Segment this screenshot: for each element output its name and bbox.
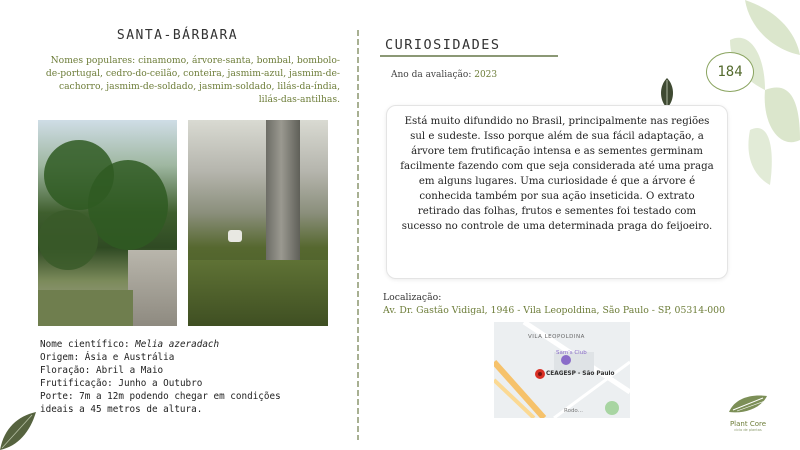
logo-name: Plant Core (729, 420, 767, 428)
map-store-label: Sam's Club (556, 350, 587, 356)
map-road-label: Rodo... (564, 408, 583, 414)
location-address[interactable]: Av. Dr. Gastão Vidigal, 1946 - Vila Leopoldina, São Paulo - SP, 05314-000 (383, 305, 726, 316)
map-place-label: CEAGESP - São Paulo (546, 371, 615, 377)
plant-title: SANTA-BÁRBARA (116, 28, 239, 43)
spec-scientific-name: Nome científico: Melia azeradach (40, 339, 220, 350)
spec-origin: Origem: Ásia e Austrália (40, 352, 175, 363)
leaf-icon (0, 412, 36, 450)
map-district-label: VILA LEOPOLDINA (528, 334, 585, 340)
page-divider (357, 30, 359, 440)
tree-photo-street (38, 120, 177, 326)
location-label: Localização: (383, 292, 442, 303)
location-map[interactable] (494, 322, 630, 418)
logo-leaf-icon (727, 392, 769, 414)
leaf-icon (658, 78, 676, 108)
curiosity-box: Está muito difundido no Brasil, principalmente nas regiões sul e sudeste. Isso porque além de sua fácil adaptação, a árvore tem frutificação intensa e as sementes germinam facilmente fazendo com que seja considerada até uma praga em alguns lugares. Uma curiosidade é que a árvore é conhecida também por sua ação inseticida. O extrato retirado das folhas, frutos e sementes foi testado com sucesso no controle de uma determinada praga do feijoeiro. (386, 105, 728, 279)
title-underline (380, 55, 558, 57)
spec-fruiting: Frutificação: Junho a Outubro (40, 378, 203, 389)
plant-specs (40, 338, 290, 416)
spec-size: Porte: 7m a 12m podendo chegar em condições ideais a 45 metros de altura. (40, 391, 281, 415)
logo-tagline: ciclo de plantas (734, 428, 762, 432)
popular-names: Nomes populares: cinamomo, árvore-santa, bombal, bombolo-de-portugal, cedro-do-ceilão, conteira, jasmim-azul, jasmim-de-cachorro, jasmim-de-soldado, jasmim-soldado, lilás-da-índia, lilás-das-antilhas. (45, 55, 340, 105)
page-number-badge: 184 (706, 52, 754, 92)
plant-core-logo (722, 392, 774, 432)
curiosities-title: CURIOSIDADES (385, 37, 501, 53)
tree-photo-trunk (188, 120, 328, 326)
spec-flowering: Floração: Abril a Maio (40, 365, 164, 376)
evaluation-year: Ano da avaliação: 2023 (391, 70, 498, 80)
